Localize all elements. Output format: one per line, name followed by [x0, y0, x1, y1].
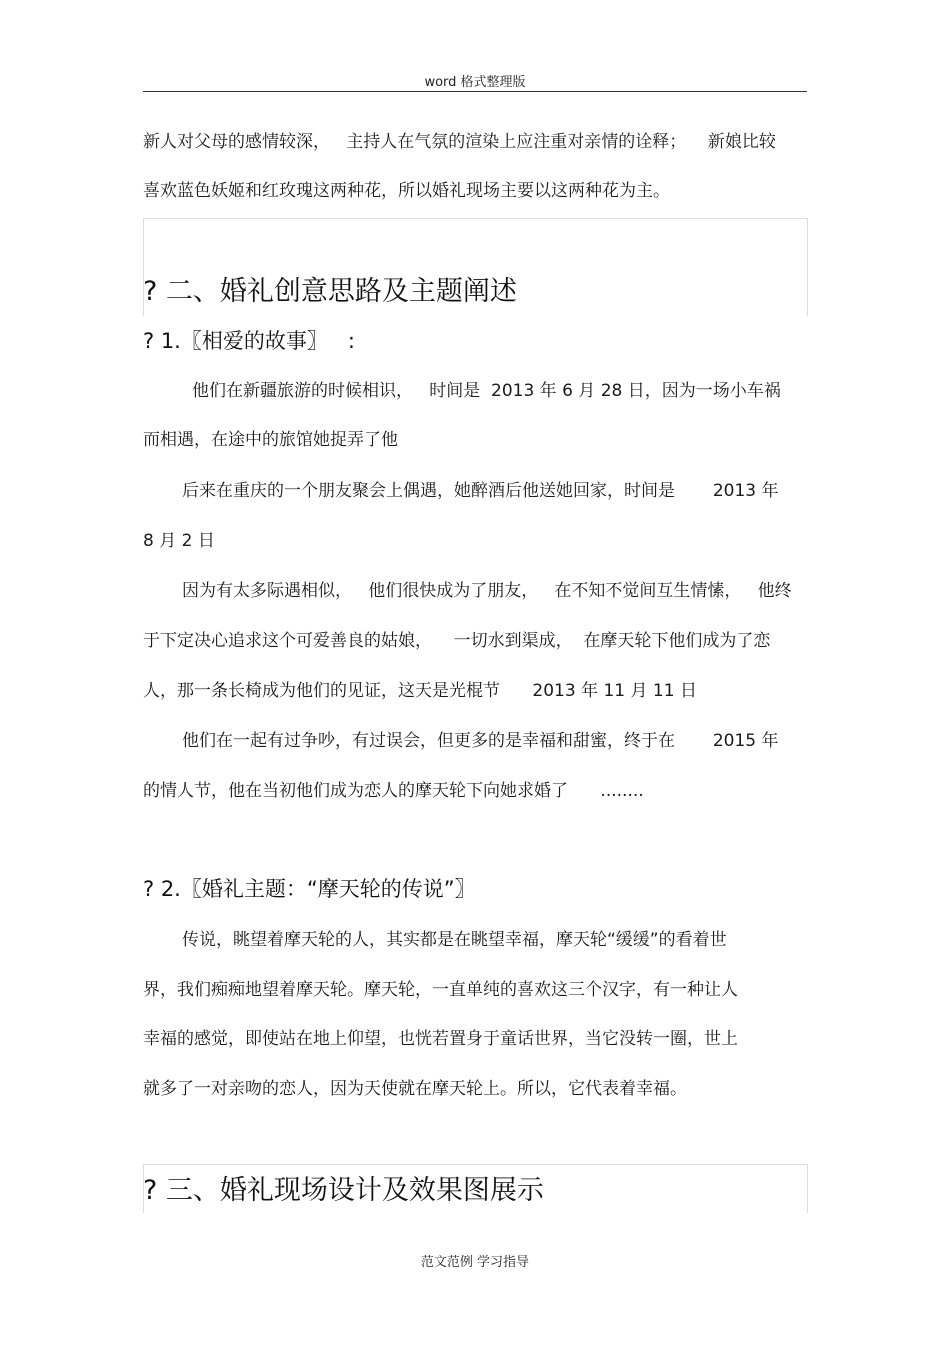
subsection-1-heading: ? 1.〖相爱的故事〗 : — [143, 329, 355, 353]
subsection-2-heading: ? 2.〖婚礼主题：“摩天轮的传说”〗 — [143, 877, 476, 901]
page-header: word 格式整理版 — [424, 75, 526, 90]
theme-line: 传说，眺望着摩天轮的人，其实都是在眺望幸福，摩天轮“缓缓”的看着世 — [182, 930, 727, 950]
intro-line: 新人对父母的感情较深， 主持人在气氛的渲染上应注重对亲情的诠释； 新娘比较 — [143, 132, 776, 152]
intro-line: 喜欢蓝色妖姬和红玫瑰这两种花，所以婚礼现场主要以这两种花为主。 — [143, 181, 670, 201]
story-line: 他们在一起有过争吵，有过误会，但更多的是幸福和甜蜜，终于在 2015 年 — [182, 731, 779, 751]
story-line: 的情人节，他在当初他们成为恋人的摩天轮下向她求婚了 ........ — [143, 781, 644, 801]
story-line: 于下定决心追求这个可爱善良的姑娘， 一切水到渠成， 在摩天轮下他们成为了恋 — [143, 631, 771, 651]
story-line: 8 月 2 日 — [143, 531, 215, 551]
section-2-heading: ? 二、婚礼创意思路及主题阐述 — [143, 276, 517, 307]
header-rule — [143, 91, 807, 92]
story-line: 而相遇，在途中的旅馆她捉弄了他 — [143, 430, 398, 450]
theme-line: 就多了一对亲吻的恋人，因为天使就在摩天轮上。所以，它代表着幸福。 — [143, 1079, 687, 1099]
theme-line: 幸福的感觉，即使站在地上仰望，也恍若置身于童话世界，当它没转一圈，世上 — [143, 1029, 738, 1049]
story-line: 他们在新疆旅游的时候相识， 时间是 2013 年 6 月 28 日，因为一场小车祸 — [192, 381, 781, 401]
section-3-heading: ? 三、婚礼现场设计及效果图展示 — [143, 1175, 544, 1206]
story-line: 人，那一条长椅成为他们的见证，这天是光棍节 2013 年 11 月 11 日 — [143, 681, 697, 701]
story-line: 因为有太多际遇相似， 他们很快成为了朋友， 在不知不觉间互生情愫， 他终 — [182, 581, 792, 601]
theme-line: 界，我们痴痴地望着摩天轮。摩天轮，一直单纯的喜欢这三个汉字，有一种让人 — [143, 980, 738, 1000]
story-line: 后来在重庆的一个朋友聚会上偶遇，她醉酒后他送她回家，时间是 2013 年 — [182, 481, 779, 501]
page-footer: 范文范例 学习指导 — [420, 1255, 530, 1270]
